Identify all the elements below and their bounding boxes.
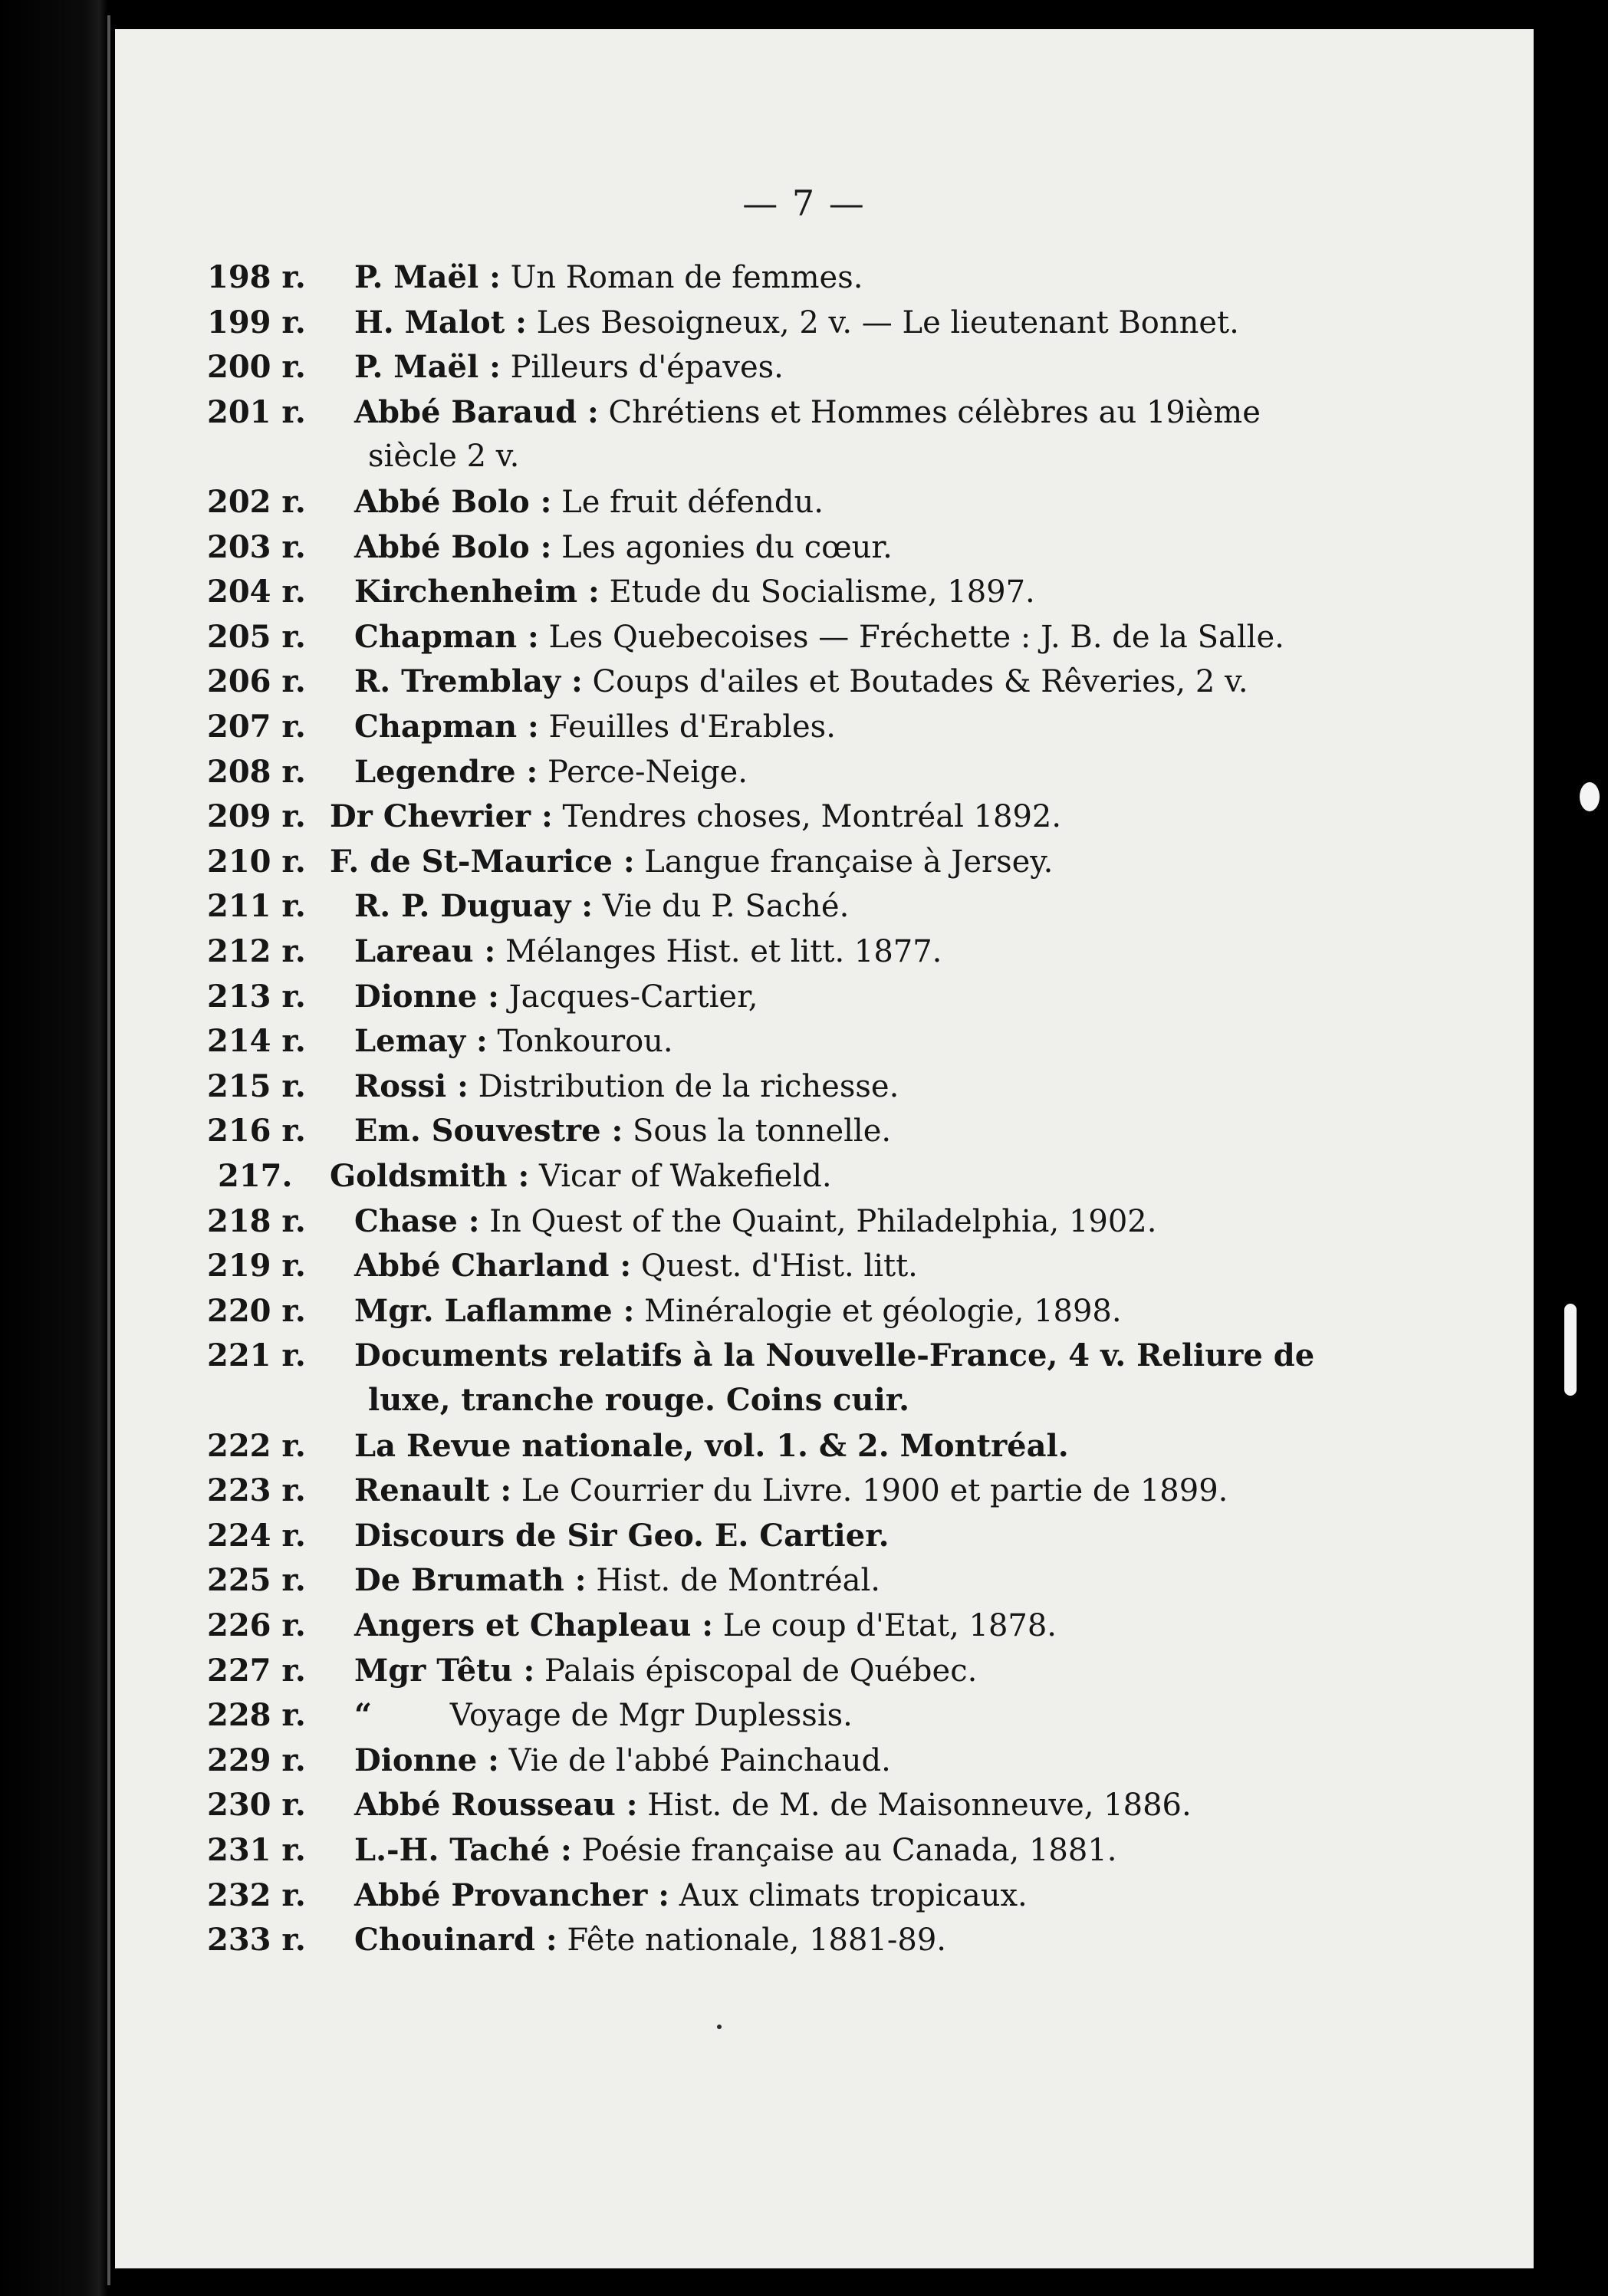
entry-number: 206 r. [207,663,306,700]
entry-author: Abbé Baraud : [354,393,599,430]
entry-title: Vie du P. Saché. [602,889,850,925]
scan-binding-edge [107,15,110,2285]
entry-author: Chapman : [354,618,539,655]
entry-title: Voyage de Mgr Duplessis. [449,1698,853,1734]
entry-text [354,1653,977,1689]
entry-number: 199 r. [207,304,306,340]
entry-author: Chase : [354,1202,480,1239]
entry-text [354,754,748,790]
entry-text [354,1742,891,1778]
entry-text [354,529,893,565]
entry-text [354,1518,889,1554]
entry-title: Les agonies du cœur. [561,529,893,565]
entry-author: Lareau : [354,933,496,969]
scan-left-margin [0,0,107,2296]
entry-number: 210 r. [207,843,306,880]
entry-number: 198 r. [207,259,306,295]
entry-number: 218 r. [207,1202,306,1239]
entry-title: Discours de Sir Geo. E. Cartier. [354,1517,889,1554]
entry-text [354,1562,880,1598]
entry-text [354,619,1284,655]
page-number: — 7 — [742,183,866,224]
scan-speck [717,2025,722,2029]
entry-author: Kirchenheim : [354,574,600,610]
entry-text [354,979,758,1015]
entry-title: Les Besoigneux, 2 v. — Le lieutenant Bonnet. [536,304,1239,340]
entry-author: Chouinard : [354,1922,557,1959]
entry-author: Abbé Bolo : [354,528,552,565]
entry-text [354,1472,1228,1508]
entry-author: Lemay : [354,1023,488,1060]
entry-author: Dionne : [354,1742,499,1778]
entry-number: 204 r. [207,574,306,610]
entry-number: 208 r. [207,753,306,790]
entry-text [354,259,863,295]
entry-text [354,933,942,969]
entry-title: Distribution de la richesse. [478,1068,899,1104]
entry-number: 219 r. [207,1248,306,1285]
entry-title: Jacques-Cartier, [508,979,758,1015]
entry-text [354,1832,1116,1868]
entry-title: Les Quebecoises — Fréchette : J. B. de la Salle. [548,619,1284,655]
entry-number: 201 r. [207,393,306,430]
entry-text [354,1293,1122,1329]
entry-text [354,1203,1156,1239]
entry-text [354,484,824,520]
entry-number: 216 r. [207,1113,306,1150]
entry-author: F. de St-Maurice : [330,843,635,880]
entry-text [354,1248,918,1284]
entry-number: 203 r. [207,528,306,565]
entry-number: 200 r. [207,349,306,386]
entry-author: Goldsmith : [330,1158,530,1194]
entry-title: Palais épiscopal de Québec. [544,1653,978,1689]
entry-number: 215 r. [207,1067,306,1104]
entry-author: Abbé Bolo : [354,484,552,520]
entry-title: Sous la tonnelle. [632,1113,892,1150]
entry-number: 205 r. [207,618,306,655]
entry-author: Mgr. Laflamme : [354,1292,635,1329]
scan-speck [1564,1304,1577,1396]
entry-author: Rossi : [354,1067,469,1104]
entry-title: Etude du Socialisme, 1897. [609,574,1035,610]
entry-text [354,1787,1192,1823]
entry-title: Hist. de Montréal. [596,1563,880,1599]
entry-title: Le fruit défendu. [561,485,824,520]
entry-author: Dionne : [354,978,499,1015]
entry-title: Minéralogie et géologie, 1898. [644,1293,1122,1329]
entry-title: Feuilles d'Erables. [548,709,836,745]
entry-author: Legendre : [354,753,538,790]
entry-text [330,844,1053,880]
entry-author: P. Maël : [354,349,501,386]
entry-number: 211 r. [207,888,306,925]
entry-author: Abbé Provancher : [354,1877,670,1913]
entry-title: In Quest of the Quaint, Philadelphia, 1902. [489,1203,1157,1239]
entry-number: 231 r. [207,1832,306,1868]
entry-number: 217. [218,1158,293,1194]
entry-number: 224 r. [207,1517,306,1554]
entry-title: Vicar of Wakefield. [539,1159,832,1194]
entry-author: L.-H. Taché : [354,1832,572,1868]
entry-title: Tendres choses, Montréal 1892. [562,799,1062,835]
entry-number: 214 r. [207,1023,306,1060]
entry-number: 202 r. [207,484,306,520]
entry-title: Fête nationale, 1881-89. [567,1923,947,1959]
entry-title: Le coup d'Etat, 1878. [722,1608,1057,1643]
scan-speck [1580,782,1600,811]
entry-author: Chapman : [354,709,539,745]
entry-text [354,1922,946,1958]
entry-text [354,709,836,745]
entry-number: 228 r. [207,1697,306,1734]
entry-number: 221 r. [207,1337,306,1374]
entry-title: Poésie française au Canada, 1881. [581,1833,1117,1868]
entry-text [354,1113,891,1149]
entry-text [354,1697,853,1733]
entry-number: 223 r. [207,1472,306,1509]
entry-number: 227 r. [207,1652,306,1689]
entry-text [354,888,849,924]
entry-text [354,574,1035,610]
entry-number: 226 r. [207,1607,306,1643]
entry-author: Mgr Têtu : [354,1652,535,1689]
entry-author: P. Maël : [354,259,501,295]
entry-continuation: siècle 2 v. [368,438,520,474]
entry-title: Chrétiens et Hommes célèbres au 19ième [608,394,1261,430]
entry-continuation: luxe, tranche rouge. Coins cuir. [368,1382,910,1419]
entry-text [330,798,1061,834]
entry-text [354,663,1248,699]
entry-number: 212 r. [207,933,306,969]
entry-author: R. Tremblay : [354,663,583,700]
entry-author: Abbé Charland : [354,1248,632,1285]
entry-text [354,1337,1314,1373]
entry-text [330,1158,832,1194]
entry-text [354,1607,1057,1643]
entry-number: 213 r. [207,978,306,1015]
entry-number: 209 r. [207,798,306,835]
entry-author: Renault : [354,1472,512,1509]
entry-title: La Revue nationale, vol. 1. & 2. Montréal. [354,1427,1069,1464]
entry-text [354,1877,1028,1913]
entry-number: 233 r. [207,1922,306,1959]
entry-author: Em. Souvestre : [354,1113,623,1150]
entry-number: 220 r. [207,1292,306,1329]
entry-author: Dr Chevrier : [330,798,553,835]
entry-title: Mélanges Hist. et litt. 1877. [505,934,942,969]
entry-author: H. Malot : [354,304,527,340]
entry-author: De Brumath : [354,1562,587,1599]
entry-number: 229 r. [207,1742,306,1778]
entry-title: Coups d'ailes et Boutades & Rêveries, 2 v. [592,664,1248,700]
entry-title: Aux climats tropicaux. [679,1877,1028,1913]
entry-title: Perce-Neige. [547,754,748,790]
entry-title: Vie de l'abbé Painchaud. [508,1742,891,1778]
entry-text [354,1428,1069,1464]
entry-number: 225 r. [207,1562,306,1599]
entry-title: Pilleurs d'épaves. [510,350,784,386]
entry-author: “ [354,1697,373,1734]
entry-title: Langue française à Jersey. [644,844,1054,880]
entry-title: Documents relatifs à la Nouvelle-France, 4 v. Reliure de [354,1337,1315,1374]
entry-title: Le Courrier du Livre. 1900 et partie de 1899. [521,1473,1228,1509]
entry-text [354,1068,899,1104]
entry-title: Un Roman de femmes. [510,260,863,295]
entry-number: 222 r. [207,1427,306,1464]
entry-text [354,1023,673,1059]
entry-author: Abbé Rousseau : [354,1787,638,1824]
entry-title: Tonkourou. [497,1024,673,1060]
entry-number: 232 r. [207,1877,306,1913]
entry-text [354,394,1261,430]
entry-author: Angers et Chapleau : [354,1607,714,1643]
entry-number: 230 r. [207,1787,306,1824]
entry-number: 207 r. [207,709,306,745]
entry-author: R. P. Duguay : [354,888,594,925]
entry-text [354,349,784,385]
entry-title: Hist. de M. de Maisonneuve, 1886. [647,1788,1192,1824]
entry-text [354,304,1239,340]
entry-title: Quest. d'Hist. litt. [640,1248,918,1285]
